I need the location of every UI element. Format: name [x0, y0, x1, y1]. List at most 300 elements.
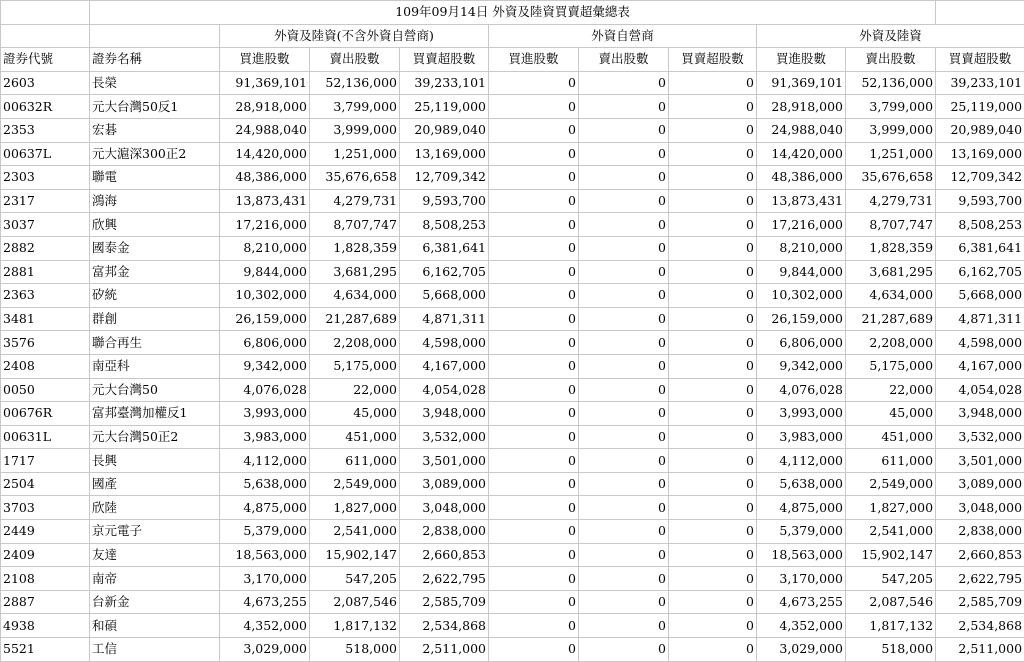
cell-sell-shares[interactable]: 2,549,000 — [310, 472, 400, 496]
cell-dealer-buy-shares[interactable]: 0 — [489, 354, 579, 378]
cell-buy-shares[interactable]: 4,673,255 — [220, 590, 310, 614]
cell-dealer-buy-shares[interactable]: 0 — [489, 425, 579, 449]
cell-sell-shares[interactable]: 451,000 — [310, 425, 400, 449]
cell-total-net-shares[interactable]: 6,162,705 — [936, 260, 1024, 284]
cell-net-shares[interactable]: 13,169,000 — [400, 142, 489, 166]
cell-security-name[interactable]: 南亞科 — [90, 354, 220, 378]
cell-net-shares[interactable]: 3,501,000 — [400, 449, 489, 473]
cell-security-code[interactable]: 0050 — [1, 378, 90, 402]
cell-buy-shares[interactable]: 14,420,000 — [220, 142, 310, 166]
cell-dealer-buy-shares[interactable]: 0 — [489, 543, 579, 567]
cell-buy-shares[interactable]: 9,844,000 — [220, 260, 310, 284]
cell-total-buy-shares[interactable]: 4,875,000 — [757, 496, 846, 520]
cell-dealer-sell-shares[interactable]: 0 — [579, 402, 669, 426]
cell-security-code[interactable]: 3703 — [1, 496, 90, 520]
cell-dealer-sell-shares[interactable]: 0 — [579, 331, 669, 355]
cell-dealer-buy-shares[interactable]: 0 — [489, 449, 579, 473]
cell-security-name[interactable]: 富邦金 — [90, 260, 220, 284]
cell-security-name[interactable]: 群創 — [90, 307, 220, 331]
cell-dealer-sell-shares[interactable]: 0 — [579, 425, 669, 449]
cell-sell-shares[interactable]: 2,541,000 — [310, 520, 400, 544]
cell-security-code[interactable]: 3576 — [1, 331, 90, 355]
cell-buy-shares[interactable]: 3,983,000 — [220, 425, 310, 449]
cell-dealer-sell-shares[interactable]: 0 — [579, 118, 669, 142]
cell-total-buy-shares[interactable]: 26,159,000 — [757, 307, 846, 331]
cell-total-sell-shares[interactable]: 45,000 — [846, 402, 936, 426]
cell-buy-shares[interactable]: 10,302,000 — [220, 284, 310, 308]
cell-buy-shares[interactable]: 3,029,000 — [220, 638, 310, 662]
cell-dealer-net-shares[interactable]: 0 — [669, 189, 757, 213]
cell-total-net-shares[interactable]: 8,508,253 — [936, 213, 1024, 237]
cell-net-shares[interactable]: 20,989,040 — [400, 118, 489, 142]
cell-sell-shares[interactable]: 3,681,295 — [310, 260, 400, 284]
cell-dealer-net-shares[interactable]: 0 — [669, 331, 757, 355]
cell-dealer-net-shares[interactable]: 0 — [669, 520, 757, 544]
header-sell-shares[interactable]: 賣出股數 — [579, 48, 669, 72]
cell-security-name[interactable]: 宏碁 — [90, 118, 220, 142]
cell-dealer-sell-shares[interactable]: 0 — [579, 638, 669, 662]
cell-total-sell-shares[interactable]: 451,000 — [846, 425, 936, 449]
cell-total-sell-shares[interactable]: 611,000 — [846, 449, 936, 473]
cell-total-sell-shares[interactable]: 8,707,747 — [846, 213, 936, 237]
cell-sell-shares[interactable]: 3,999,000 — [310, 118, 400, 142]
cell-dealer-sell-shares[interactable]: 0 — [579, 142, 669, 166]
cell-dealer-sell-shares[interactable]: 0 — [579, 71, 669, 95]
cell-security-code[interactable]: 2408 — [1, 354, 90, 378]
cell-total-buy-shares[interactable]: 3,983,000 — [757, 425, 846, 449]
cell-sell-shares[interactable]: 8,707,747 — [310, 213, 400, 237]
cell-net-shares[interactable]: 3,089,000 — [400, 472, 489, 496]
header-buy-shares[interactable]: 買進股數 — [220, 48, 310, 72]
cell-security-code[interactable]: 2449 — [1, 520, 90, 544]
cell-total-sell-shares[interactable]: 2,208,000 — [846, 331, 936, 355]
header-security-name[interactable]: 證券名稱 — [90, 48, 220, 72]
cell-security-name[interactable]: 國產 — [90, 472, 220, 496]
cell-total-sell-shares[interactable]: 2,087,546 — [846, 590, 936, 614]
cell-dealer-net-shares[interactable]: 0 — [669, 614, 757, 638]
cell-buy-shares[interactable]: 4,076,028 — [220, 378, 310, 402]
cell-dealer-net-shares[interactable]: 0 — [669, 567, 757, 591]
cell-total-net-shares[interactable]: 4,871,311 — [936, 307, 1024, 331]
column-header-row — [1, 48, 1024, 72]
cell-total-buy-shares[interactable]: 28,918,000 — [757, 95, 846, 119]
cell-dealer-sell-shares[interactable]: 0 — [579, 166, 669, 190]
cell-dealer-net-shares[interactable]: 0 — [669, 166, 757, 190]
cell-net-shares[interactable]: 2,622,795 — [400, 567, 489, 591]
cell-total-sell-shares[interactable]: 3,799,000 — [846, 95, 936, 119]
cell-security-name[interactable]: 友達 — [90, 543, 220, 567]
cell-sell-shares[interactable]: 5,175,000 — [310, 354, 400, 378]
cell-dealer-buy-shares[interactable]: 0 — [489, 95, 579, 119]
cell-security-code[interactable]: 2317 — [1, 189, 90, 213]
cell-security-name[interactable]: 矽統 — [90, 284, 220, 308]
cell-dealer-buy-shares[interactable]: 0 — [489, 378, 579, 402]
cell-total-net-shares[interactable]: 13,169,000 — [936, 142, 1024, 166]
cell-total-sell-shares[interactable]: 35,676,658 — [846, 166, 936, 190]
cell-dealer-buy-shares[interactable]: 0 — [489, 213, 579, 237]
cell-dealer-sell-shares[interactable]: 0 — [579, 614, 669, 638]
cell-total-buy-shares[interactable]: 14,420,000 — [757, 142, 846, 166]
cell-security-name[interactable]: 元大台灣50正2 — [90, 425, 220, 449]
cell-security-name[interactable]: 元大滬深300正2 — [90, 142, 220, 166]
cell-buy-shares[interactable]: 26,159,000 — [220, 307, 310, 331]
cell-security-name[interactable]: 聯合再生 — [90, 331, 220, 355]
cell-net-shares[interactable]: 2,585,709 — [400, 590, 489, 614]
cell-total-buy-shares[interactable]: 3,993,000 — [757, 402, 846, 426]
cell-total-sell-shares[interactable]: 2,541,000 — [846, 520, 936, 544]
cell-net-shares[interactable]: 3,532,000 — [400, 425, 489, 449]
cell-total-sell-shares[interactable]: 4,634,000 — [846, 284, 936, 308]
cell-dealer-buy-shares[interactable]: 0 — [489, 638, 579, 662]
cell-security-name[interactable]: 南帝 — [90, 567, 220, 591]
cell-security-code[interactable]: 1717 — [1, 449, 90, 473]
cell-total-buy-shares[interactable]: 17,216,000 — [757, 213, 846, 237]
cell-total-sell-shares[interactable]: 1,827,000 — [846, 496, 936, 520]
cell-dealer-net-shares[interactable]: 0 — [669, 71, 757, 95]
group-header-foreign-total[interactable]: 外資及陸資 — [757, 24, 1024, 48]
cell-buy-shares[interactable]: 28,918,000 — [220, 95, 310, 119]
cell-net-shares[interactable]: 2,838,000 — [400, 520, 489, 544]
cell-security-name[interactable]: 鴻海 — [90, 189, 220, 213]
cell-net-shares[interactable]: 2,534,868 — [400, 614, 489, 638]
cell-net-shares[interactable]: 39,233,101 — [400, 71, 489, 95]
cell-total-net-shares[interactable]: 3,089,000 — [936, 472, 1024, 496]
cell-total-sell-shares[interactable]: 3,999,000 — [846, 118, 936, 142]
header-sell-shares[interactable]: 賣出股數 — [310, 48, 400, 72]
cell-sell-shares[interactable]: 15,902,147 — [310, 543, 400, 567]
title-spacer[interactable] — [1, 1, 90, 25]
cell-dealer-sell-shares[interactable]: 0 — [579, 449, 669, 473]
cell-dealer-buy-shares[interactable]: 0 — [489, 590, 579, 614]
sheet-title[interactable]: 109年09月14日 外資及陸資買賣超彙總表 — [90, 1, 936, 25]
table-row — [1, 307, 1024, 331]
cell-security-code[interactable]: 00637L — [1, 142, 90, 166]
cell-total-buy-shares[interactable]: 5,638,000 — [757, 472, 846, 496]
cell-total-buy-shares[interactable]: 3,029,000 — [757, 638, 846, 662]
cell-total-net-shares[interactable]: 2,585,709 — [936, 590, 1024, 614]
cell-total-buy-shares[interactable]: 4,076,028 — [757, 378, 846, 402]
cell-total-net-shares[interactable]: 4,167,000 — [936, 354, 1024, 378]
cell-net-shares[interactable]: 2,660,853 — [400, 543, 489, 567]
cell-dealer-sell-shares[interactable]: 0 — [579, 236, 669, 260]
cell-sell-shares[interactable]: 4,634,000 — [310, 284, 400, 308]
cell-security-code[interactable]: 2882 — [1, 236, 90, 260]
table-row — [1, 590, 1024, 614]
cell-security-name[interactable]: 工信 — [90, 638, 220, 662]
cell-total-buy-shares[interactable]: 4,112,000 — [757, 449, 846, 473]
cell-dealer-net-shares[interactable]: 0 — [669, 307, 757, 331]
cell-total-buy-shares[interactable]: 8,210,000 — [757, 236, 846, 260]
cell-dealer-buy-shares[interactable]: 0 — [489, 142, 579, 166]
cell-dealer-buy-shares[interactable]: 0 — [489, 284, 579, 308]
cell-sell-shares[interactable]: 52,136,000 — [310, 71, 400, 95]
cell-total-buy-shares[interactable]: 24,988,040 — [757, 118, 846, 142]
cell-dealer-buy-shares[interactable]: 0 — [489, 520, 579, 544]
cell-buy-shares[interactable]: 17,216,000 — [220, 213, 310, 237]
cell-dealer-net-shares[interactable]: 0 — [669, 638, 757, 662]
cell-total-buy-shares[interactable]: 6,806,000 — [757, 331, 846, 355]
cell-security-code[interactable]: 2303 — [1, 166, 90, 190]
cell-security-name[interactable]: 富邦臺灣加權反1 — [90, 402, 220, 426]
cell-net-shares[interactable]: 6,381,641 — [400, 236, 489, 260]
cell-dealer-sell-shares[interactable]: 0 — [579, 567, 669, 591]
cell-total-sell-shares[interactable]: 2,549,000 — [846, 472, 936, 496]
cell-sell-shares[interactable]: 22,000 — [310, 378, 400, 402]
cell-security-code[interactable]: 3037 — [1, 213, 90, 237]
cell-dealer-net-shares[interactable]: 0 — [669, 425, 757, 449]
cell-dealer-sell-shares[interactable]: 0 — [579, 543, 669, 567]
cell-dealer-buy-shares[interactable]: 0 — [489, 567, 579, 591]
cell-total-net-shares[interactable]: 4,598,000 — [936, 331, 1024, 355]
cell-total-buy-shares[interactable]: 5,379,000 — [757, 520, 846, 544]
cell-total-buy-shares[interactable]: 13,873,431 — [757, 189, 846, 213]
cell-total-net-shares[interactable]: 3,948,000 — [936, 402, 1024, 426]
cell-dealer-net-shares[interactable]: 0 — [669, 95, 757, 119]
cell-dealer-buy-shares[interactable]: 0 — [489, 307, 579, 331]
cell-net-shares[interactable]: 3,948,000 — [400, 402, 489, 426]
cell-security-name[interactable]: 聯電 — [90, 166, 220, 190]
cell-buy-shares[interactable]: 4,352,000 — [220, 614, 310, 638]
cell-total-net-shares[interactable]: 39,233,101 — [936, 71, 1024, 95]
cell-total-buy-shares[interactable]: 10,302,000 — [757, 284, 846, 308]
cell-security-code[interactable]: 00631L — [1, 425, 90, 449]
table-row — [1, 142, 1024, 166]
cell-dealer-sell-shares[interactable]: 0 — [579, 472, 669, 496]
cell-buy-shares[interactable]: 91,369,101 — [220, 71, 310, 95]
cell-dealer-net-shares[interactable]: 0 — [669, 449, 757, 473]
cell-sell-shares[interactable]: 1,251,000 — [310, 142, 400, 166]
table-row — [1, 166, 1024, 190]
cell-dealer-net-shares[interactable]: 0 — [669, 378, 757, 402]
cell-dealer-buy-shares[interactable]: 0 — [489, 472, 579, 496]
cell-total-sell-shares[interactable]: 1,251,000 — [846, 142, 936, 166]
cell-dealer-net-shares[interactable]: 0 — [669, 472, 757, 496]
cell-security-code[interactable]: 2887 — [1, 590, 90, 614]
cell-security-name[interactable]: 欣陸 — [90, 496, 220, 520]
cell-security-name[interactable]: 欣興 — [90, 213, 220, 237]
cell-security-code[interactable]: 2603 — [1, 71, 90, 95]
cell-security-code[interactable]: 2504 — [1, 472, 90, 496]
cell-dealer-sell-shares[interactable]: 0 — [579, 95, 669, 119]
title-spacer-right[interactable] — [936, 1, 1024, 25]
cell-security-code[interactable]: 2363 — [1, 284, 90, 308]
header-net-shares[interactable]: 買賣超股數 — [669, 48, 757, 72]
cell-sell-shares[interactable]: 21,287,689 — [310, 307, 400, 331]
cell-dealer-sell-shares[interactable]: 0 — [579, 496, 669, 520]
cell-security-code[interactable]: 5521 — [1, 638, 90, 662]
cell-total-sell-shares[interactable]: 22,000 — [846, 378, 936, 402]
cell-buy-shares[interactable]: 8,210,000 — [220, 236, 310, 260]
cell-total-net-shares[interactable]: 2,511,000 — [936, 638, 1024, 662]
cell-security-code[interactable]: 3481 — [1, 307, 90, 331]
cell-buy-shares[interactable]: 3,170,000 — [220, 567, 310, 591]
cell-total-buy-shares[interactable]: 9,342,000 — [757, 354, 846, 378]
cell-buy-shares[interactable]: 4,875,000 — [220, 496, 310, 520]
cell-total-net-shares[interactable]: 12,709,342 — [936, 166, 1024, 190]
cell-security-code[interactable]: 2409 — [1, 543, 90, 567]
header-security-code[interactable]: 證券代號 — [1, 48, 90, 72]
cell-buy-shares[interactable]: 48,386,000 — [220, 166, 310, 190]
cell-dealer-sell-shares[interactable]: 0 — [579, 284, 669, 308]
cell-sell-shares[interactable]: 4,279,731 — [310, 189, 400, 213]
cell-dealer-sell-shares[interactable]: 0 — [579, 189, 669, 213]
cell-dealer-buy-shares[interactable]: 0 — [489, 402, 579, 426]
cell-net-shares[interactable]: 8,508,253 — [400, 213, 489, 237]
cell-total-net-shares[interactable]: 2,534,868 — [936, 614, 1024, 638]
cell-dealer-sell-shares[interactable]: 0 — [579, 307, 669, 331]
cell-dealer-buy-shares[interactable]: 0 — [489, 496, 579, 520]
cell-dealer-net-shares[interactable]: 0 — [669, 236, 757, 260]
header-sell-shares[interactable]: 賣出股數 — [846, 48, 936, 72]
cell-sell-shares[interactable]: 1,817,132 — [310, 614, 400, 638]
cell-security-name[interactable]: 國泰金 — [90, 236, 220, 260]
cell-total-buy-shares[interactable]: 4,673,255 — [757, 590, 846, 614]
cell-sell-shares[interactable]: 1,828,359 — [310, 236, 400, 260]
cell-dealer-buy-shares[interactable]: 0 — [489, 166, 579, 190]
cell-security-code[interactable]: 2353 — [1, 118, 90, 142]
cell-total-net-shares[interactable]: 2,660,853 — [936, 543, 1024, 567]
cell-total-sell-shares[interactable]: 1,828,359 — [846, 236, 936, 260]
cell-dealer-buy-shares[interactable]: 0 — [489, 260, 579, 284]
cell-total-sell-shares[interactable]: 21,287,689 — [846, 307, 936, 331]
cell-net-shares[interactable]: 4,054,028 — [400, 378, 489, 402]
table-row — [1, 614, 1024, 638]
group-blank-cell[interactable] — [90, 24, 220, 48]
cell-total-buy-shares[interactable]: 91,369,101 — [757, 71, 846, 95]
cell-total-sell-shares[interactable]: 5,175,000 — [846, 354, 936, 378]
cell-sell-shares[interactable]: 45,000 — [310, 402, 400, 426]
cell-net-shares[interactable]: 4,871,311 — [400, 307, 489, 331]
cell-net-shares[interactable]: 6,162,705 — [400, 260, 489, 284]
cell-security-code[interactable]: 2108 — [1, 567, 90, 591]
cell-dealer-net-shares[interactable]: 0 — [669, 260, 757, 284]
cell-total-sell-shares[interactable]: 15,902,147 — [846, 543, 936, 567]
cell-buy-shares[interactable]: 24,988,040 — [220, 118, 310, 142]
cell-dealer-sell-shares[interactable]: 0 — [579, 520, 669, 544]
cell-dealer-buy-shares[interactable]: 0 — [489, 331, 579, 355]
cell-sell-shares[interactable]: 518,000 — [310, 638, 400, 662]
cell-dealer-sell-shares[interactable]: 0 — [579, 213, 669, 237]
cell-sell-shares[interactable]: 2,208,000 — [310, 331, 400, 355]
cell-dealer-sell-shares[interactable]: 0 — [579, 590, 669, 614]
cell-dealer-buy-shares[interactable]: 0 — [489, 71, 579, 95]
cell-buy-shares[interactable]: 13,873,431 — [220, 189, 310, 213]
cell-dealer-net-shares[interactable]: 0 — [669, 213, 757, 237]
cell-buy-shares[interactable]: 5,638,000 — [220, 472, 310, 496]
cell-total-sell-shares[interactable]: 547,205 — [846, 567, 936, 591]
cell-dealer-net-shares[interactable]: 0 — [669, 590, 757, 614]
cell-security-code[interactable]: 00632R — [1, 95, 90, 119]
cell-total-net-shares[interactable]: 20,989,040 — [936, 118, 1024, 142]
header-net-shares[interactable]: 買賣超股數 — [936, 48, 1024, 72]
cell-security-code[interactable]: 00676R — [1, 402, 90, 426]
cell-net-shares[interactable]: 9,593,700 — [400, 189, 489, 213]
cell-total-buy-shares[interactable]: 9,844,000 — [757, 260, 846, 284]
cell-security-name[interactable]: 京元電子 — [90, 520, 220, 544]
cell-dealer-buy-shares[interactable]: 0 — [489, 189, 579, 213]
cell-security-name[interactable]: 和碩 — [90, 614, 220, 638]
cell-security-name[interactable]: 長興 — [90, 449, 220, 473]
cell-total-net-shares[interactable]: 6,381,641 — [936, 236, 1024, 260]
cell-dealer-sell-shares[interactable]: 0 — [579, 260, 669, 284]
cell-total-sell-shares[interactable]: 518,000 — [846, 638, 936, 662]
cell-security-code[interactable]: 2881 — [1, 260, 90, 284]
cell-security-name[interactable]: 長榮 — [90, 71, 220, 95]
cell-dealer-buy-shares[interactable]: 0 — [489, 118, 579, 142]
cell-total-net-shares[interactable]: 2,622,795 — [936, 567, 1024, 591]
cell-buy-shares[interactable]: 18,563,000 — [220, 543, 310, 567]
cell-total-buy-shares[interactable]: 18,563,000 — [757, 543, 846, 567]
cell-net-shares[interactable]: 12,709,342 — [400, 166, 489, 190]
cell-net-shares[interactable]: 4,167,000 — [400, 354, 489, 378]
cell-dealer-net-shares[interactable]: 0 — [669, 354, 757, 378]
cell-total-net-shares[interactable]: 3,501,000 — [936, 449, 1024, 473]
group-header-foreign-dealer[interactable]: 外資自營商 — [489, 24, 757, 48]
cell-security-code[interactable]: 4938 — [1, 614, 90, 638]
cell-sell-shares[interactable]: 2,087,546 — [310, 590, 400, 614]
cell-total-buy-shares[interactable]: 4,352,000 — [757, 614, 846, 638]
group-blank-cell[interactable] — [1, 24, 90, 48]
cell-dealer-sell-shares[interactable]: 0 — [579, 354, 669, 378]
cell-buy-shares[interactable]: 5,379,000 — [220, 520, 310, 544]
cell-sell-shares[interactable]: 35,676,658 — [310, 166, 400, 190]
group-header-foreign-ex-dealer[interactable]: 外資及陸資(不含外資自營商) — [220, 24, 489, 48]
cell-total-net-shares[interactable]: 5,668,000 — [936, 284, 1024, 308]
cell-dealer-net-shares[interactable]: 0 — [669, 543, 757, 567]
cell-security-name[interactable]: 台新金 — [90, 590, 220, 614]
cell-net-shares[interactable]: 4,598,000 — [400, 331, 489, 355]
cell-dealer-net-shares[interactable]: 0 — [669, 142, 757, 166]
cell-buy-shares[interactable]: 4,112,000 — [220, 449, 310, 473]
cell-total-sell-shares[interactable]: 4,279,731 — [846, 189, 936, 213]
cell-total-sell-shares[interactable]: 3,681,295 — [846, 260, 936, 284]
cell-buy-shares[interactable]: 9,342,000 — [220, 354, 310, 378]
cell-dealer-net-shares[interactable]: 0 — [669, 118, 757, 142]
cell-total-sell-shares[interactable]: 52,136,000 — [846, 71, 936, 95]
cell-security-name[interactable]: 元大台灣50反1 — [90, 95, 220, 119]
cell-dealer-net-shares[interactable]: 0 — [669, 402, 757, 426]
cell-total-net-shares[interactable]: 4,054,028 — [936, 378, 1024, 402]
cell-total-net-shares[interactable]: 3,532,000 — [936, 425, 1024, 449]
cell-sell-shares[interactable]: 3,799,000 — [310, 95, 400, 119]
cell-sell-shares[interactable]: 1,827,000 — [310, 496, 400, 520]
cell-total-buy-shares[interactable]: 3,170,000 — [757, 567, 846, 591]
cell-dealer-net-shares[interactable]: 0 — [669, 284, 757, 308]
cell-total-net-shares[interactable]: 25,119,000 — [936, 95, 1024, 119]
cell-net-shares[interactable]: 2,511,000 — [400, 638, 489, 662]
cell-sell-shares[interactable]: 611,000 — [310, 449, 400, 473]
cell-dealer-buy-shares[interactable]: 0 — [489, 614, 579, 638]
cell-net-shares[interactable]: 5,668,000 — [400, 284, 489, 308]
cell-total-net-shares[interactable]: 3,048,000 — [936, 496, 1024, 520]
cell-buy-shares[interactable]: 6,806,000 — [220, 331, 310, 355]
cell-dealer-net-shares[interactable]: 0 — [669, 496, 757, 520]
cell-buy-shares[interactable]: 3,993,000 — [220, 402, 310, 426]
cell-total-buy-shares[interactable]: 48,386,000 — [757, 166, 846, 190]
cell-dealer-sell-shares[interactable]: 0 — [579, 378, 669, 402]
cell-total-sell-shares[interactable]: 1,817,132 — [846, 614, 936, 638]
cell-total-net-shares[interactable]: 9,593,700 — [936, 189, 1024, 213]
cell-total-net-shares[interactable]: 2,838,000 — [936, 520, 1024, 544]
header-buy-shares[interactable]: 買進股數 — [489, 48, 579, 72]
header-buy-shares[interactable]: 買進股數 — [757, 48, 846, 72]
cell-net-shares[interactable]: 25,119,000 — [400, 95, 489, 119]
header-net-shares[interactable]: 買賣超股數 — [400, 48, 489, 72]
cell-net-shares[interactable]: 3,048,000 — [400, 496, 489, 520]
cell-dealer-buy-shares[interactable]: 0 — [489, 236, 579, 260]
cell-sell-shares[interactable]: 547,205 — [310, 567, 400, 591]
cell-security-name[interactable]: 元大台灣50 — [90, 378, 220, 402]
